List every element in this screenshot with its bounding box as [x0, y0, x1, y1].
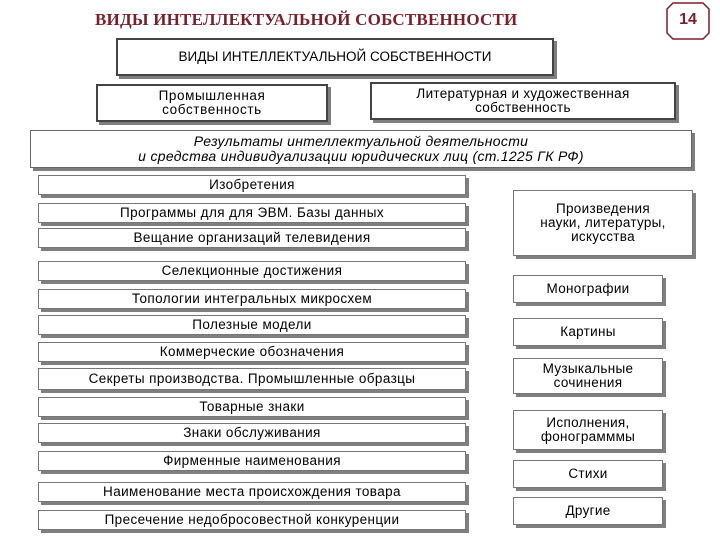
right-item-label-line2: фонограмммы: [540, 429, 636, 444]
literary-property-box: [370, 82, 676, 120]
right-item-label-line1: Исполнения,: [546, 414, 630, 430]
left-item-commercial-designations: [38, 342, 466, 362]
results-label-line2: и средства индивидуализации юридических лиц (ст.1225 ГК РФ): [138, 148, 584, 164]
left-item-label: Наименование места происхождения товара: [103, 483, 401, 499]
literary-property-label-line2: собственность: [475, 100, 571, 115]
literary-property-label-line1: Литературная и художественная: [416, 85, 630, 101]
right-item-performances: [513, 410, 663, 450]
left-item-label: Секреты производства. Промышленные образцы: [88, 370, 416, 386]
slide-number-badge: [666, 2, 710, 40]
industrial-property-label-line1: Промышленная: [158, 87, 266, 103]
left-item-label: Программы для для ЭВМ. Базы данных: [120, 204, 384, 220]
left-item-trade-secrets: [38, 368, 466, 390]
right-item-music: [513, 358, 663, 394]
right-item-label-line1: Произведения: [556, 200, 650, 216]
left-item-trademarks: [38, 397, 466, 417]
industrial-property-box: [96, 84, 328, 122]
left-item-unfair-competition: [38, 510, 466, 530]
right-item-label: Монографии: [546, 280, 630, 296]
left-item-label: Топологии интегральных микросхем: [131, 290, 373, 306]
right-item-monographs: [513, 275, 663, 303]
right-item-poems: [513, 460, 663, 488]
left-item-software: [38, 203, 466, 223]
right-item-other: [513, 497, 663, 525]
left-item-utility-models: [38, 315, 466, 335]
industrial-property-label-line2: собственность: [162, 102, 262, 117]
left-item-label: Фирменные наименования: [163, 452, 341, 468]
right-item-label-line2: сочинения: [553, 375, 623, 390]
left-item-label: Селекционные достижения: [161, 262, 343, 278]
main-category-box: [116, 38, 554, 76]
results-label-line1: Результаты интеллектуальной деятельности: [193, 133, 529, 150]
right-item-paintings: [513, 318, 663, 346]
right-item-label-line1: Музыкальные: [542, 360, 634, 376]
main-category-label: ВИДЫ ИНТЕЛЛЕКТУАЛЬНОЙ СОБСТВЕННОСТИ: [178, 48, 492, 64]
slide-number: 14: [679, 11, 697, 28]
left-item-label: Пресечение недобросовестной конкуренции: [104, 511, 400, 527]
left-item-label: Полезные модели: [192, 316, 312, 332]
left-item-topologies: [38, 289, 466, 309]
right-item-label: Картины: [560, 323, 616, 339]
left-item-label: Коммерческие обозначения: [159, 343, 345, 359]
results-box: [30, 130, 692, 168]
left-item-inventions: [38, 175, 466, 195]
left-item-broadcasting: [38, 228, 466, 248]
right-item-label: Другие: [565, 502, 611, 518]
page-title: ВИДЫ ИНТЕЛЛЕКТУАЛЬНОЙ СОБСТВЕННОСТИ: [95, 10, 518, 29]
left-item-label: Вещание организаций телевидения: [133, 229, 371, 245]
left-item-label: Знаки обслуживания: [183, 424, 321, 440]
right-item-label-line2: науки, литературы,: [540, 214, 666, 230]
right-item-label-line3: искусства: [571, 229, 635, 245]
right-item-works: [513, 190, 693, 256]
left-item-company-names: [38, 451, 466, 471]
left-item-label: Товарные знаки: [199, 398, 305, 414]
right-item-label: Стихи: [568, 465, 608, 481]
left-item-service-marks: [38, 423, 466, 443]
left-item-appellation-of-origin: [38, 482, 466, 502]
left-item-breeding: [38, 261, 466, 281]
left-item-label: Изобретения: [209, 176, 295, 192]
